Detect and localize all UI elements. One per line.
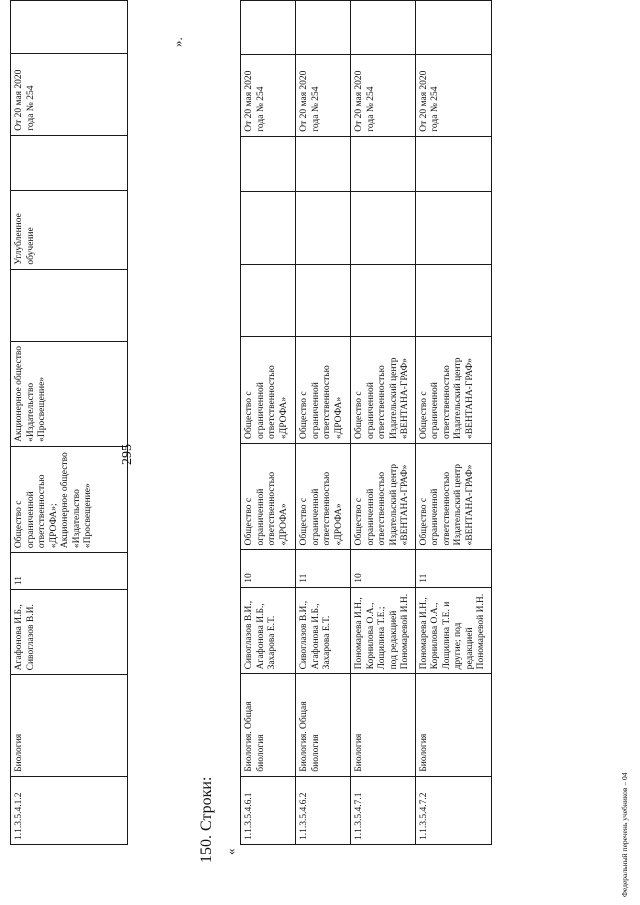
textbook-table: [240, 0, 492, 845]
table-row: [351, 1, 416, 845]
opening-quote: «: [223, 848, 238, 855]
subject-cell: Биология: [415, 674, 491, 776]
closing-quote: ».: [170, 37, 185, 47]
table-row: [11, 1, 128, 845]
level-cell: [296, 192, 351, 265]
authors-cell: Сивоглазов В.И., Агафонова И.Б., Захарова Е.Т.: [296, 587, 351, 674]
code-cell: 1.1.3.5.4.7.2: [415, 776, 491, 844]
code-cell: 1.1.3.5.4.6.1: [241, 776, 296, 844]
authors-cell: Агафонова И.Б., Сивоглазов В.И.: [11, 590, 128, 675]
publisher-new-cell: Общество с ограниченной ответственностью Издательский центр «ВЕНТАНА-ГРАФ»: [415, 337, 491, 444]
order-cell: От 20 мая 2020 года № 254: [351, 54, 416, 136]
code-cell: 1.1.3.5.4.1.2: [11, 776, 128, 844]
grade-cell: 10: [351, 550, 416, 587]
empty-cell: [296, 1, 351, 55]
order-cell: От 20 мая 2020 года № 254: [296, 54, 351, 136]
authors-cell: Пономарева И.Н., Корнилова О.А., Лощилина Т.Е.; под редакцией Пономаревой И.Н.: [351, 587, 416, 674]
publisher-new-cell: Общество с ограниченной ответственностью Издательский центр «ВЕНТАНА-ГРАФ»: [351, 337, 416, 444]
authors-cell: Пономарева И.Н., Корнилова О.А., Лощилина Т.Е. и другие; под редакцией Пономаревой И.Н.: [415, 587, 491, 674]
authors-cell: Сивоглазов В.И., Агафонова И.Б., Захарова Е.Т.: [241, 587, 296, 674]
previous-table-fragment: [10, 0, 128, 845]
order-cell: От 20 мая 2020 года № 254: [415, 54, 491, 136]
empty-cell: [415, 136, 491, 191]
empty-cell: [11, 135, 128, 190]
footer-note: Федеральный перечень учебников – 04: [620, 772, 629, 897]
table-row: [415, 1, 491, 845]
level-cell: [351, 192, 416, 265]
publisher-old-cell: Общество с ограниченной ответственностью Издательский центр «ВЕНТАНА-ГРАФ»: [415, 443, 491, 550]
grade-cell: 10: [241, 550, 296, 587]
publisher-old-cell: Общество с ограниченной ответственностью «ДРОФА»; Акционерное общество «Издательство «Просвещение»: [11, 446, 128, 552]
empty-cell: [415, 264, 491, 337]
subject-cell: Биология. Общая биология: [296, 674, 351, 776]
grade-cell: 11: [296, 550, 351, 587]
empty-cell: [296, 136, 351, 191]
empty-cell: [241, 1, 296, 55]
order-cell: От 20 мая 2020 года № 254: [241, 54, 296, 136]
table-row: [241, 1, 296, 845]
subject-cell: Биология: [351, 674, 416, 776]
publisher-new-cell: Общество с ограниченной ответственностью «ДРОФА»: [296, 337, 351, 444]
empty-cell: [351, 136, 416, 191]
publisher-new-cell: Общество с ограниченной ответственностью «ДРОФА»: [241, 337, 296, 444]
grade-cell: 11: [11, 553, 128, 590]
level-cell: [415, 192, 491, 265]
page-number: 295: [120, 444, 135, 465]
empty-cell: [241, 264, 296, 337]
code-cell: 1.1.3.5.4.6.2: [296, 776, 351, 844]
code-cell: 1.1.3.5.4.7.1: [351, 776, 416, 844]
order-cell: От 20 мая 2020 года № 254: [11, 54, 128, 136]
empty-cell: [296, 264, 351, 337]
section-heading: 150. Строки:: [198, 776, 215, 863]
publisher-new-cell: Акционерное общество «Издательство «Просвещение»: [11, 341, 128, 446]
publisher-old-cell: Общество с ограниченной ответственностью «ДРОФА»: [241, 443, 296, 550]
subject-cell: Биология. Общая биология: [241, 674, 296, 776]
grade-cell: 11: [415, 550, 491, 587]
empty-cell: [241, 136, 296, 191]
empty-cell: [351, 264, 416, 337]
publisher-old-cell: Общество с ограниченной ответственностью Издательский центр «ВЕНТАНА-ГРАФ»: [351, 443, 416, 550]
empty-cell: [11, 1, 128, 54]
empty-cell: [415, 1, 491, 55]
level-cell: Углубленное обучение: [11, 190, 128, 269]
publisher-old-cell: Общество с ограниченной ответственностью «ДРОФА»: [296, 443, 351, 550]
empty-cell: [351, 1, 416, 55]
subject-cell: Биология: [11, 675, 128, 776]
level-cell: [241, 192, 296, 265]
empty-cell: [11, 269, 128, 341]
table-row: [296, 1, 351, 845]
